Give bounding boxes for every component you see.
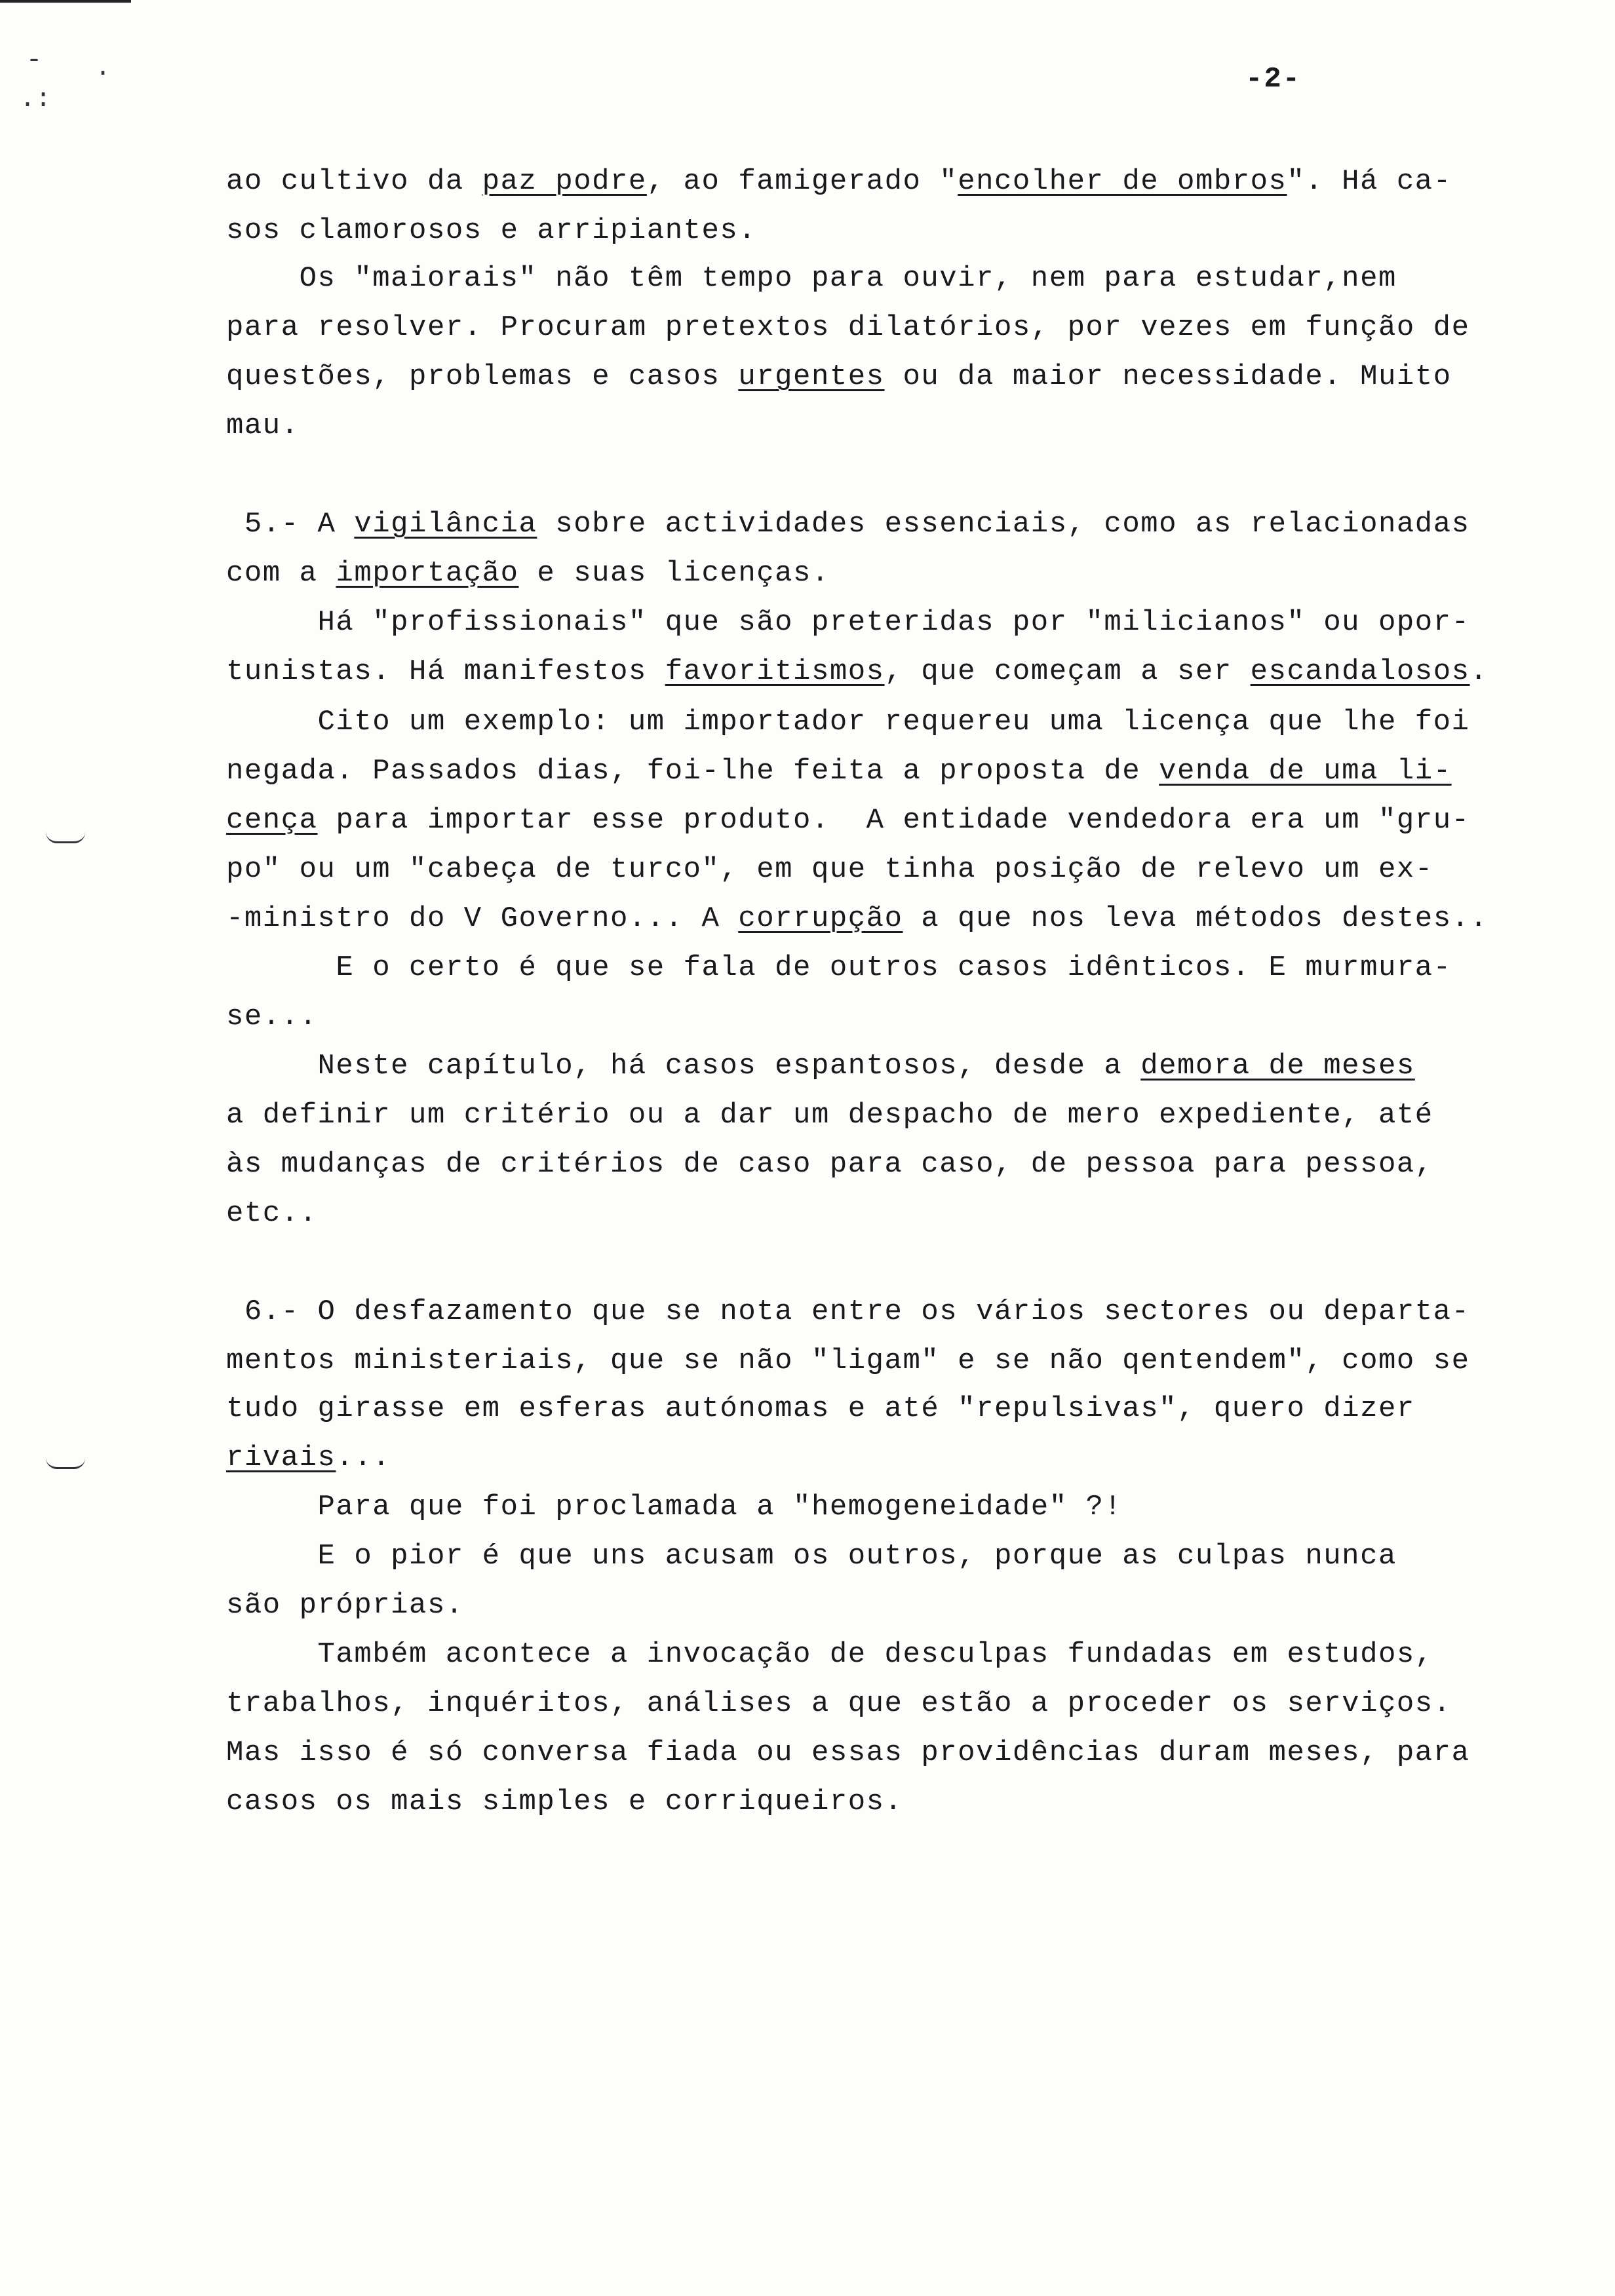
text-segment: negada. Passados dias, foi-lhe feita a proposta de: [226, 755, 1159, 788]
text-segment: , ao famigerado ": [646, 165, 958, 198]
text-line: [226, 1150, 1433, 1179]
text-segment: trabalhos, inquéritos, análises a que estão a proceder os serviços.: [226, 1687, 1452, 1720]
page-number: -2-: [1245, 63, 1302, 96]
text-line: [226, 167, 1452, 196]
text-line: [226, 1640, 1433, 1669]
text-segment: sobre actividades essenciais, como as relacionadas: [537, 508, 1470, 541]
underlined-phrase: vigilância: [354, 508, 537, 541]
text-line: [226, 1542, 1397, 1571]
margin-tick: [46, 1458, 85, 1469]
text-segment: ou da maior necessidade. Muito: [884, 360, 1452, 393]
text-line: [226, 559, 830, 588]
underlined-phrase: rivais: [226, 1442, 336, 1474]
text-line: [226, 264, 1397, 293]
text-line: [226, 855, 1433, 884]
top-rule: [0, 0, 131, 3]
text-segment: para resolver. Procuram pretextos dilatórios, por vezes em função de: [226, 311, 1470, 344]
text-segment: casos os mais simples e corriqueiros.: [226, 1786, 903, 1818]
text-segment: tudo girasse em esferas autónomas e até "repulsivas", quero dizer: [226, 1392, 1415, 1425]
text-line: [226, 1493, 1122, 1521]
text-segment: ...: [336, 1442, 391, 1474]
text-segment: a definir um critério ou a dar um despacho de mero expediente, até: [226, 1099, 1433, 1132]
text-line: [226, 1788, 903, 1816]
underlined-phrase: paz podre: [482, 165, 647, 198]
text-segment: às mudanças de critérios de caso para caso, de pessoa para pessoa,: [226, 1148, 1433, 1181]
text-segment: com a: [226, 557, 336, 590]
text-line: [226, 362, 1452, 391]
text-segment: se...: [226, 1001, 318, 1033]
text-segment: para importar esse produto. A entidade vendedora era um "gru-: [317, 804, 1470, 837]
text-segment: Os "maiorais" não têm tempo para ouvir, nem para estudar,nem: [226, 262, 1397, 295]
underlined-phrase: venda de uma li-: [1159, 755, 1452, 788]
text-line: [226, 953, 1452, 982]
text-segment: questões, problemas e casos: [226, 360, 739, 393]
margin-tick: [46, 832, 85, 843]
text-segment: e suas licenças.: [518, 557, 830, 590]
text-line: [226, 510, 1470, 539]
text-segment: mentos ministeriais, que se não "ligam" e se não qentendem", como se: [226, 1345, 1470, 1377]
text-segment: etc..: [226, 1197, 318, 1230]
text-line: [226, 1052, 1415, 1081]
text-line: [226, 1297, 1470, 1326]
text-segment: Mas isso é só conversa fiada ou essas providências duram meses, para: [226, 1736, 1470, 1769]
text-segment: a que nos leva métodos destes..: [903, 902, 1489, 935]
underlined-phrase: demora de meses: [1140, 1050, 1415, 1082]
text-line: [226, 1591, 464, 1620]
text-line: [226, 757, 1452, 786]
text-line: [226, 904, 1488, 933]
text-segment: E o certo é que se fala de outros casos idênticos. E murmura-: [226, 951, 1452, 984]
text-line: [226, 1394, 1415, 1423]
text-segment: po" ou um "cabeça de turco", em que tinha posição de relevo um ex-: [226, 853, 1433, 886]
text-segment: , que começam a ser: [884, 655, 1251, 688]
text-segment: E o pior é que uns acusam os outros, porque as culpas nunca: [226, 1540, 1397, 1573]
text-segment: ". Há ca-: [1287, 165, 1452, 198]
text-segment: 6.- O desfazamento que se nota entre os vários sectores ou departa-: [226, 1295, 1470, 1328]
text-segment: 5.- A: [226, 508, 355, 541]
text-segment: ao cultivo da: [226, 165, 482, 198]
text-line: [226, 411, 300, 440]
text-segment: .: [1469, 655, 1489, 688]
scan-mark: .:: [20, 85, 52, 115]
text-segment: mau.: [226, 410, 300, 442]
text-segment: Cito um exemplo: um importador requereu uma licença que lhe foi: [226, 706, 1470, 738]
text-segment: -ministro do V Governo... A: [226, 902, 739, 935]
scan-mark: -: [26, 46, 43, 75]
text-line: [226, 608, 1470, 637]
underlined-phrase: encolher de ombros: [958, 165, 1287, 198]
text-segment: tunistas. Há manifestos: [226, 655, 665, 688]
text-line: [226, 657, 1488, 686]
text-line: [226, 1003, 318, 1031]
text-segment: Também acontece a invocação de desculpas fundadas em estudos,: [226, 1638, 1433, 1671]
text-segment: são próprias.: [226, 1589, 464, 1622]
underlined-phrase: urgentes: [738, 360, 885, 393]
text-line: [226, 1101, 1433, 1130]
text-segment: Neste capítulo, há casos espantosos, desde a: [226, 1050, 1141, 1082]
text-line: [226, 1738, 1470, 1767]
text-line: [226, 216, 756, 245]
underlined-phrase: favoritismos: [665, 655, 885, 688]
text-line: [226, 1689, 1452, 1718]
underlined-phrase: importação: [336, 557, 519, 590]
underlined-phrase: corrupção: [738, 902, 903, 935]
underlined-phrase: escandalosos: [1250, 655, 1470, 688]
text-segment: sos clamorosos e arripiantes.: [226, 214, 757, 247]
text-segment: Para que foi proclamada a "hemogeneidade" ?!: [226, 1491, 1123, 1523]
text-line: [226, 806, 1470, 835]
text-line: [226, 1444, 391, 1472]
text-line: [226, 1199, 318, 1228]
underlined-phrase: cença: [226, 804, 318, 837]
text-line: [226, 708, 1470, 737]
text-line: [226, 1347, 1470, 1375]
text-segment: Há "profissionais" que são preteridas por "milicianos" ou opor-: [226, 606, 1470, 639]
text-line: [226, 313, 1470, 342]
scan-mark: ·: [95, 59, 111, 88]
